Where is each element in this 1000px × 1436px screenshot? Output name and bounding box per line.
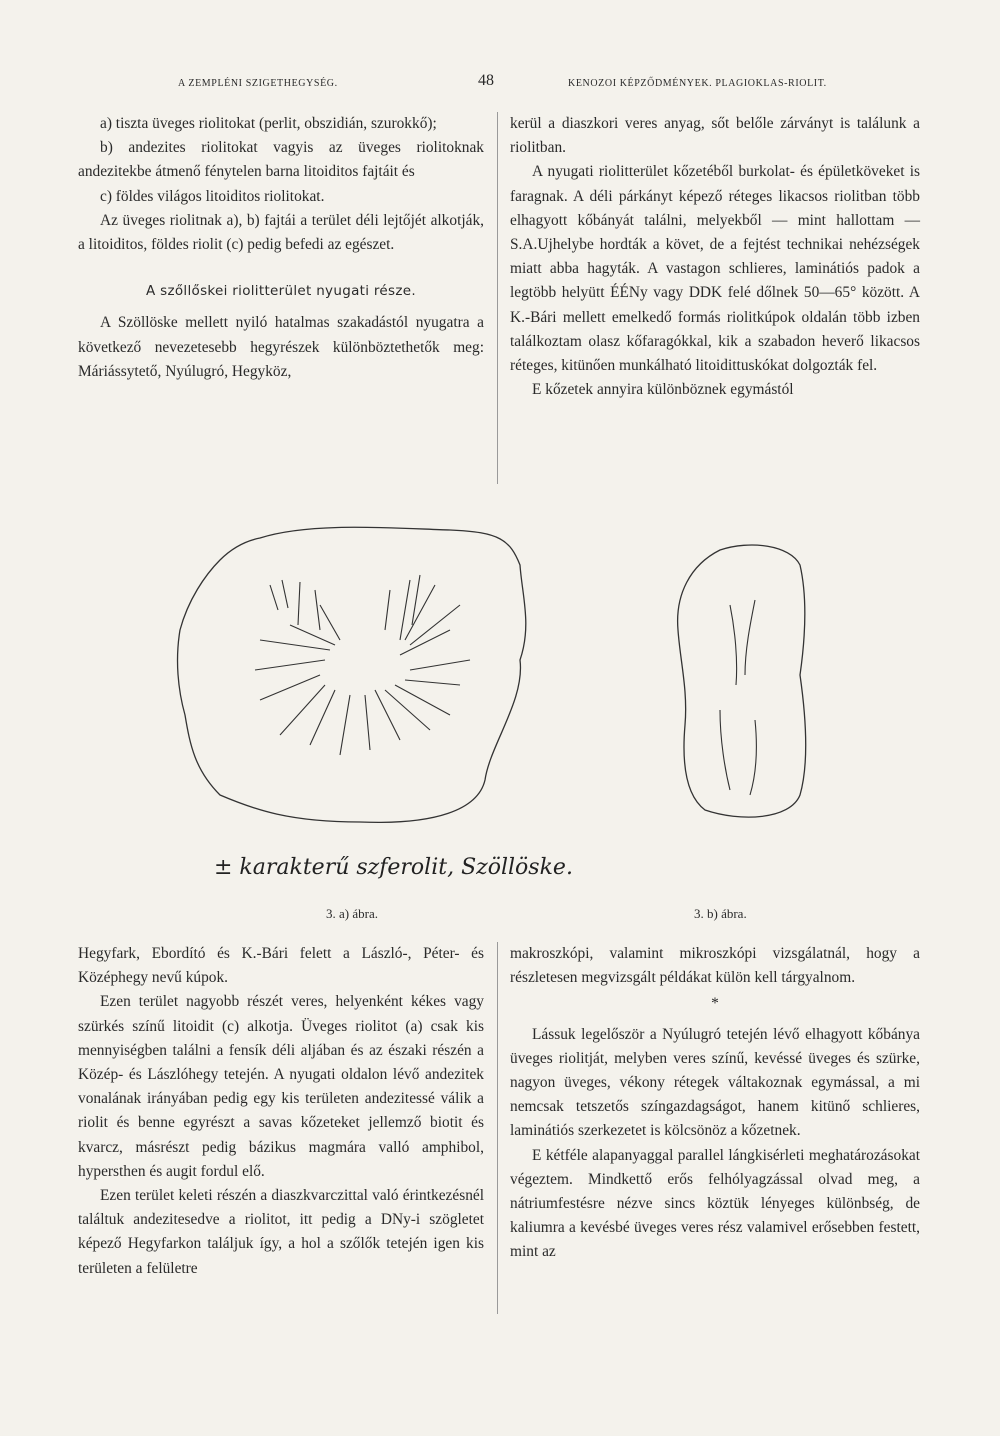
spherulite-figure [160, 510, 860, 850]
right-column-bottom [510, 942, 920, 1265]
paragraph: Lássuk legelőször a Nyúlugró tetején lévő elhagyott kőbánya üveges riolitját, melyben veres színű, kevéssé üveges és szürke, nagyon üveges, vékony rétegek váltakoznak egymással, a mi nemcsak tetszetős színgazdagságot, hanem kitünő schlieres, laminátiós szerkezetet is kölcsönöz a kőzetnek. [510, 1025, 920, 1140]
column-divider [497, 942, 498, 1314]
paragraph: kerül a diaszkori veres anyag, sőt belőle zárványt is találunk a riolitban. [510, 115, 920, 157]
section-heading: A szőllőskei riolitterület nyugati része. [146, 283, 416, 300]
paragraph: Ezen terület nagyobb részét veres, helyenként kékes vagy szürkés színű litoidit (c) alkotja. Üveges riolitot (a) csak kis mennyiségben találni a fensík déli aljában és az északi részén a Közép- és Lászlóhegy tetején. A nyugati oldalon lévő andezitek vonalának irányában pedig egy kis területen andezitessé válik a riolit és benne egyrészt a savas kőzeteket jellemző biotit és kvarcz, másrészt pedig bázikus magmára valló amphibol, hypersthen és augit fordul elő. [78, 993, 484, 1180]
running-head-right: KENOZOI KÉPZŐDMÉNYEK. PLAGIOKLAS-RIOLIT. [568, 78, 827, 89]
paragraph: Hegyfark, Ebordító és K.-Bári felett a László-, Péter- és Középhegy nevű kúpok. [78, 945, 484, 987]
paragraph: makroszkópi, valamint mikroszkópi vizsgálatnál, hogy a részletesen megvizsgált példákat külön kell tárgyalnom. [510, 945, 920, 987]
section-asterisk: * [711, 995, 719, 1013]
left-column-top [78, 112, 484, 384]
paragraph: Ezen terület keleti részén a diaszkvarczittal való érintkezésnél találtuk andezitesedve a riolitot, itt pedig a DNy-i szögletet képező Hegyfarkon találjuk így, a hol a szőlők tetején igen kis területen a felületre [78, 1187, 484, 1277]
figure-label-a: 3. a) ábra. [326, 906, 378, 921]
paragraph: E kőzetek annyira különböznek egymástól [532, 381, 794, 399]
paragraph: E kétféle alapanyaggal parallel lángkisérleti meghatározásokat végeztem. Mindkettő erős felhólyagzással olvad meg, a nátriumfestésre nézve sincs köztük lényeges különbség, de kaliumra a kevésbé üveges veres rész valamivel erősebben festett, mint az [510, 1146, 920, 1261]
spherulite-outline [178, 527, 526, 822]
running-head [0, 72, 1000, 92]
figure-label-b: 3. b) ábra. [694, 906, 747, 921]
page-number: 48 [478, 72, 494, 89]
spherulite-fibres [255, 575, 470, 755]
right-column-top [510, 112, 920, 402]
left-column-bottom [78, 942, 484, 1281]
paragraph-item-a: a) tiszta üveges riolitokat (perlit, obszidián, szurokkő); [100, 115, 437, 132]
paragraph-item-b: b) andezites riolitokat vagyis az üveges riolitoknak andezitekbe átmenő fénytelen barna litoiditos fajtáit és [78, 139, 484, 181]
paragraph-item-c: c) földes világos litoiditos riolitokat. [100, 187, 325, 205]
handwritten-caption: ± karakterű szferolit, Szöllöske. [214, 855, 573, 880]
paragraph: A Szöllöske mellett nyiló hatalmas szakadástól nyugatra a következő nevezetesebb hegyrészek különböztethetők meg: Máriássytető, Nyúlugró, Hegyköz, [78, 314, 484, 380]
column-divider [497, 112, 498, 484]
crystal-outline [678, 545, 806, 817]
crystal-lines [720, 600, 756, 795]
paragraph: A nyugati riolitterület kőzetéből burkolat- és épületköveket is faragnak. A déli párkányt képező réteges likacsos riolitban több elhagyott kőbányát találni, melyekből — mint hallottam — S.A.Ujhelybe hordták a követ, de a fejtést technikai nehézségek miatt abba hagyták. A vastagon schlieres, laminátiós padok a legtöbb helyütt ÉÉNy vagy DDK felé dőlnek 50—65° között. A K.-Bári mellett emelkedő formás riolitkúpok oldalán több izben találkoztam olasz kőfaragókkal, kik a szabadon heverő likacsos réteges, kitünően munkálható litoidittuskókat dolgozták fel. [510, 163, 920, 375]
paragraph: Az üveges riolitnak a), b) fajtái a terület déli lejtőjét alkotják, a litoiditos, földes riolit (c) pedig befedi az egészet. [78, 211, 484, 254]
running-head-left: A ZEMPLÉNI SZIGETHEGYSÉG. [178, 78, 338, 89]
